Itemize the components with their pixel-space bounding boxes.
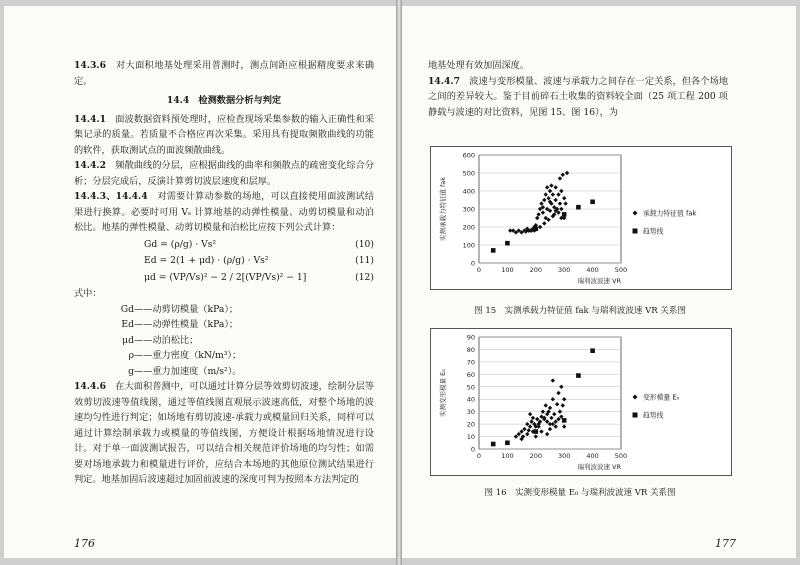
clause-14-4-6: 14.4.6 在大面积普测中，可以通过计算分层等效剪切波速，绘制分层等效剪切波速等值线图，通过等值线图直观展示波速高低，对整个场地的波速均匀性进行判定；如场地有剪切波速-承载力或模量回归关系，同样可以通过计算绘制承载力或模量的等值线图，方便设计根据场地情况进行设计。对于单一面波测试报告，可以结合相关规范评价场地的均匀性；如需要对场地承载力和模量进行评价，应结合本场地的其他原位测试结果进行判定。地基加固后波速超过加固前波速的深度可判为按照本方法判定的 bbox=[74, 381, 375, 485]
y-tick-label: 40 bbox=[466, 395, 475, 404]
y-tick-label: 50 bbox=[466, 383, 475, 392]
y-tick-label: 500 bbox=[462, 169, 475, 178]
trend-point bbox=[491, 248, 496, 253]
legend-label: 变形模量 E₀ bbox=[643, 393, 680, 402]
y-axis-label: 实测承载力特征值 fak bbox=[439, 176, 447, 242]
y-tick-label: 90 bbox=[466, 333, 475, 342]
trend-point bbox=[534, 227, 539, 232]
legend-label: 趋势线 bbox=[643, 227, 664, 236]
figure-16-chart bbox=[430, 328, 732, 476]
clause-14-4-1: 14.4.1 面波数据资料预处理时，应检查现场采集参数的输入正确性和采集记录的质量。若质量不合格应再次采集。采用具有提取频散曲线的功能的软件，获取测试点的面波频散曲线。 bbox=[74, 113, 375, 156]
def-mu: μd ——动泊松比； bbox=[122, 334, 199, 346]
plot-area bbox=[479, 337, 621, 449]
def-ed: Ed ——动弹性模量（kPa）； bbox=[121, 319, 239, 330]
y-tick-label: 0 bbox=[470, 445, 475, 454]
fig16-svg bbox=[431, 329, 731, 475]
trend-point bbox=[576, 205, 581, 210]
trend-point bbox=[562, 418, 567, 423]
page-number-left: 176 bbox=[74, 537, 95, 550]
y-tick-label: 400 bbox=[462, 187, 475, 196]
trend-point bbox=[505, 440, 510, 445]
legend-label: 承载力特征值 fak bbox=[643, 209, 697, 218]
y-tick-label: 30 bbox=[466, 408, 475, 417]
left-page bbox=[4, 6, 396, 558]
x-tick-label: 0 bbox=[476, 266, 482, 274]
y-tick-label: 70 bbox=[466, 358, 475, 367]
figure-15-caption: 图 15 实测承载力特征值 fak 与瑞利波波速 VR 关系图 bbox=[474, 306, 686, 316]
def-g: g ——重力加速度（m/s²）。 bbox=[128, 365, 242, 377]
trend-point bbox=[590, 348, 595, 353]
legend-marker bbox=[633, 413, 638, 418]
left-page-text bbox=[74, 58, 374, 488]
right-page bbox=[402, 6, 796, 558]
y-tick-label: 600 bbox=[462, 151, 475, 160]
equation-10: Gd = (ρ/g) · Vs² (10) bbox=[144, 238, 374, 250]
y-axis-label: 实测变形模量 E₀ bbox=[439, 369, 447, 417]
y-tick-label: 10 bbox=[466, 433, 475, 442]
x-tick-label: 400 bbox=[586, 452, 599, 460]
def-rho: ρ ——重力密度（kN/m³）； bbox=[128, 350, 242, 361]
x-axis-label: 瑞利波波速 VR bbox=[577, 463, 621, 471]
y-tick-label: 100 bbox=[462, 241, 475, 250]
y-tick-label: 200 bbox=[462, 223, 475, 232]
y-tick-label: 300 bbox=[462, 205, 475, 214]
def-gd: Gd ——动剪切模量（kPa）； bbox=[120, 303, 239, 315]
x-tick-label: 300 bbox=[557, 452, 571, 460]
legend-label: 趋势线 bbox=[643, 411, 664, 420]
legend-marker bbox=[633, 395, 638, 400]
x-tick-label: 200 bbox=[529, 266, 543, 274]
x-tick-label: 0 bbox=[476, 452, 482, 460]
y-tick-label: 80 bbox=[466, 345, 475, 354]
x-tick-label: 500 bbox=[614, 452, 628, 460]
page-number-right: 177 bbox=[715, 537, 736, 550]
trend-point bbox=[562, 212, 567, 217]
figure-16-caption: 图 16 实测变形模量 E₀ 与瑞利波波速 VR 关系图 bbox=[484, 488, 676, 498]
x-tick-label: 200 bbox=[529, 452, 543, 460]
y-tick-label: 0 bbox=[470, 259, 475, 268]
x-tick-label: 100 bbox=[501, 452, 514, 460]
x-axis-label: 瑞利波波速 VR bbox=[577, 277, 621, 285]
clause-14-3-6: 14.3.6 对大面积地基处理采用普测时，测点间距应根据精度要求来确定。 bbox=[74, 60, 375, 87]
clause-14-4-3: 14.4.3、14.4.4 对需要计算动参数的场地，可以直接使用面波测试结果进行换算。必要时可用 Vₛ 计算地基的动弹性模量、动剪切模量和动泊松比。地基的弹性模量、动剪切模量和泊松比应按下列公式计算： bbox=[74, 191, 375, 233]
figure-15-chart bbox=[430, 146, 732, 290]
y-tick-label: 60 bbox=[466, 370, 475, 379]
trend-point bbox=[534, 429, 539, 434]
trend-point bbox=[590, 200, 595, 205]
x-tick-label: 500 bbox=[614, 266, 628, 274]
trend-point bbox=[491, 442, 496, 447]
section-heading: 14.4 检测数据分析与判定 bbox=[166, 95, 282, 106]
clause-14-4-2: 14.4.2 频散曲线的分层，应根据曲线的曲率和频散点的疏密变化综合分析；分层完成后，反演计算剪切波层速度和层厚。 bbox=[74, 160, 375, 187]
trend-point bbox=[505, 241, 510, 246]
legend-marker bbox=[633, 229, 638, 234]
x-tick-label: 100 bbox=[501, 266, 514, 274]
right-page-text bbox=[428, 58, 728, 120]
equation-12: μd = (VP/Vs)² − 2 / 2[(VP/Vs)² − 1] (12) bbox=[144, 271, 374, 283]
x-tick-label: 300 bbox=[557, 266, 571, 274]
continuation-line: 地基处理有效加固深度。 bbox=[428, 60, 530, 71]
symbol-definitions: 式中： Gd ——动剪切模量（kPa）； Ed ——动弹性模量（kPa）； μd ——动泊松比； ρ ——重力密度（kN/m³）； g ——重力加速度（m/s²）。 bbox=[74, 286, 374, 379]
y-tick-label: 20 bbox=[466, 420, 475, 429]
clause-14-4-7: 14.4.7 波速与变形模量、波速与承载力之间存在一定关系，但各个场地之间的差异较大。鉴于目前碎石土收集的资料较全面（25 项工程 200 项静载与波速的对比资料，见图 15、图 16），为 bbox=[428, 75, 729, 118]
equation-11: Ed = 2(1 + μd) · (ρ/g) · Vs² (11) bbox=[144, 255, 374, 266]
legend-marker bbox=[633, 211, 638, 216]
trend-point bbox=[576, 373, 581, 378]
fig15-svg bbox=[431, 147, 731, 289]
x-tick-label: 400 bbox=[586, 266, 599, 274]
